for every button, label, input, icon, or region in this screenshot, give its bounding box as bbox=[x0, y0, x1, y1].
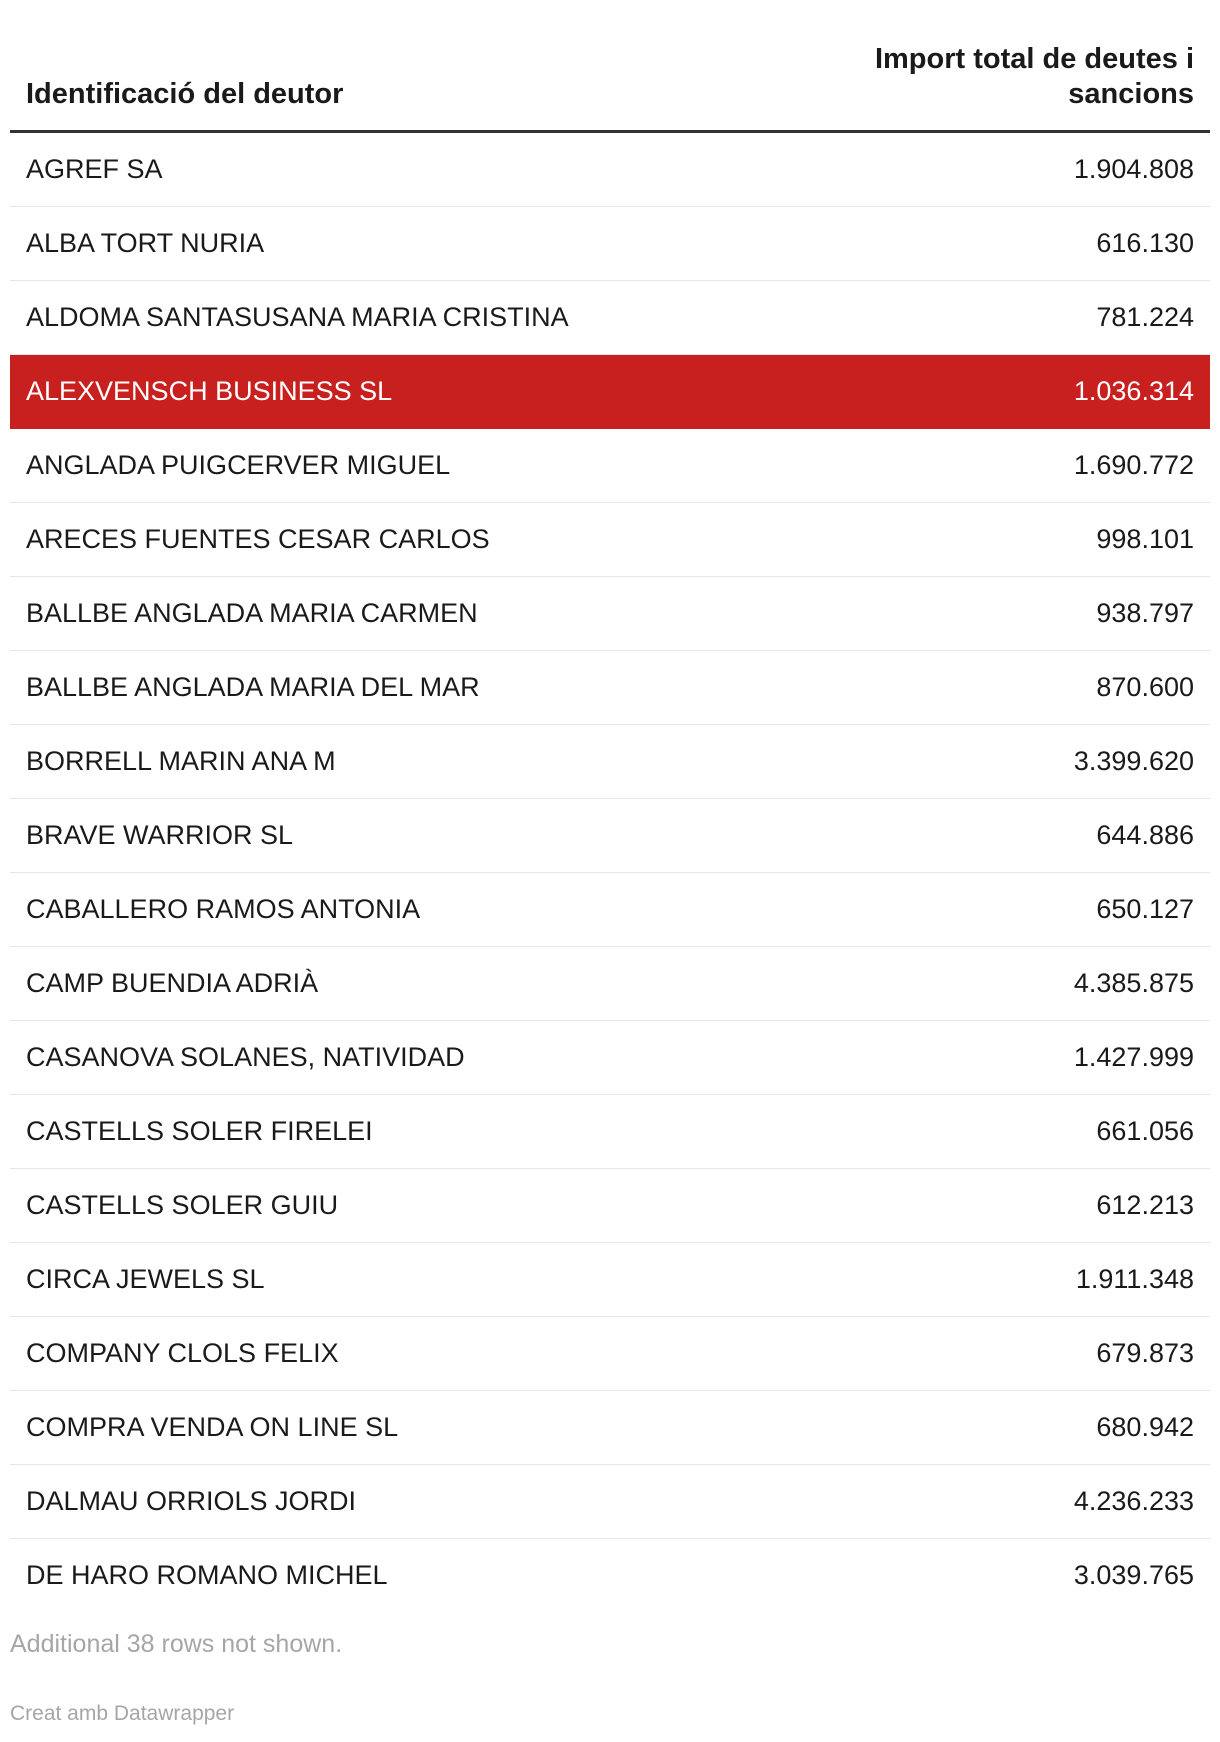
table-row bbox=[10, 133, 1210, 207]
debt-amount-cell: 661.056 bbox=[1096, 1116, 1194, 1146]
table-row bbox=[10, 873, 1210, 947]
table-row bbox=[10, 355, 1210, 429]
debt-amount-cell: 938.797 bbox=[1096, 598, 1194, 628]
column-header-amount[interactable]: Import total de deutes i sancions bbox=[874, 43, 1194, 110]
table-row bbox=[10, 947, 1210, 1021]
table-row bbox=[10, 1317, 1210, 1391]
debt-amount-cell: 870.600 bbox=[1096, 672, 1194, 702]
debt-amount-cell: 3.399.620 bbox=[1073, 746, 1194, 776]
debtor-name-cell: CASTELLS SOLER FIRELEI bbox=[26, 1116, 373, 1146]
table-row bbox=[10, 1539, 1210, 1613]
debtor-name-cell: BALLBE ANGLADA MARIA DEL MAR bbox=[26, 672, 480, 702]
table-body bbox=[10, 133, 1210, 1613]
debtor-name-cell: DE HARO ROMANO MICHEL bbox=[26, 1560, 388, 1590]
debtor-name-cell: CAMP BUENDIA ADRIÀ bbox=[26, 968, 319, 998]
debtor-name-cell: ANGLADA PUIGCERVER MIGUEL bbox=[26, 450, 451, 480]
table-row bbox=[10, 651, 1210, 725]
debt-amount-cell: 679.873 bbox=[1096, 1338, 1194, 1368]
rows-not-shown-note: Additional 38 rows not shown. bbox=[10, 1630, 343, 1658]
debt-amount-cell: 644.886 bbox=[1096, 820, 1194, 850]
debtor-name-cell: CABALLERO RAMOS ANTONIA bbox=[26, 894, 421, 924]
table-row bbox=[10, 1465, 1210, 1539]
debtor-name-cell: CASTELLS SOLER GUIU bbox=[26, 1190, 339, 1220]
table-row bbox=[10, 1243, 1210, 1317]
table-row bbox=[10, 503, 1210, 577]
debt-amount-cell: 4.236.233 bbox=[1073, 1486, 1194, 1516]
debt-amount-cell: 4.385.875 bbox=[1073, 968, 1194, 998]
debtor-name-cell: CIRCA JEWELS SL bbox=[26, 1264, 265, 1294]
debtor-name-cell: ALBA TORT NURIA bbox=[26, 228, 265, 258]
debt-amount-cell: 1.036.314 bbox=[1073, 376, 1194, 406]
debt-amount-cell: 616.130 bbox=[1096, 228, 1194, 258]
debt-amount-cell: 1.911.348 bbox=[1075, 1264, 1194, 1294]
table-row bbox=[10, 1095, 1210, 1169]
debtor-name-cell: AGREF SA bbox=[26, 154, 163, 184]
debtor-name-cell: ALDOMA SANTASUSANA MARIA CRISTINA bbox=[26, 302, 569, 332]
column-header-debtor[interactable]: Identificació del deutor bbox=[26, 78, 344, 110]
table-row bbox=[10, 577, 1210, 651]
debtor-name-cell: BALLBE ANGLADA MARIA CARMEN bbox=[26, 598, 478, 628]
debtor-name-cell: CASANOVA SOLANES, NATIVIDAD bbox=[26, 1042, 465, 1072]
datawrapper-credit[interactable]: Creat amb Datawrapper bbox=[10, 1702, 235, 1725]
table-row bbox=[10, 281, 1210, 355]
debt-amount-cell: 650.127 bbox=[1096, 894, 1194, 924]
debt-amount-cell: 1.904.808 bbox=[1073, 154, 1194, 184]
table-row bbox=[10, 1169, 1210, 1243]
debtors-table bbox=[10, 0, 1210, 1613]
debtor-name-cell: DALMAU ORRIOLS JORDI bbox=[26, 1486, 357, 1516]
table-row bbox=[10, 1391, 1210, 1465]
debtor-name-cell: ALEXVENSCH BUSINESS SL bbox=[26, 376, 393, 406]
debtor-name-cell: COMPANY CLOLS FELIX bbox=[26, 1338, 339, 1368]
debt-amount-cell: 1.690.772 bbox=[1073, 450, 1194, 480]
table-row bbox=[10, 429, 1210, 503]
debtor-name-cell: BRAVE WARRIOR SL bbox=[26, 820, 294, 850]
debt-amount-cell: 612.213 bbox=[1096, 1190, 1194, 1220]
table-row bbox=[10, 725, 1210, 799]
debt-amount-cell: 781.224 bbox=[1096, 302, 1194, 332]
debt-amount-cell: 3.039.765 bbox=[1073, 1560, 1194, 1590]
debt-amount-cell: 998.101 bbox=[1096, 524, 1194, 554]
debtor-name-cell: BORRELL MARIN ANA M bbox=[26, 746, 336, 776]
debtor-name-cell: ARECES FUENTES CESAR CARLOS bbox=[26, 524, 490, 554]
table-row bbox=[10, 799, 1210, 873]
debt-amount-cell: 680.942 bbox=[1096, 1412, 1194, 1442]
table-header bbox=[10, 0, 1210, 133]
debtor-name-cell: COMPRA VENDA ON LINE SL bbox=[26, 1412, 399, 1442]
debt-amount-cell: 1.427.999 bbox=[1073, 1042, 1194, 1072]
table-row bbox=[10, 207, 1210, 281]
table-row bbox=[10, 1021, 1210, 1095]
